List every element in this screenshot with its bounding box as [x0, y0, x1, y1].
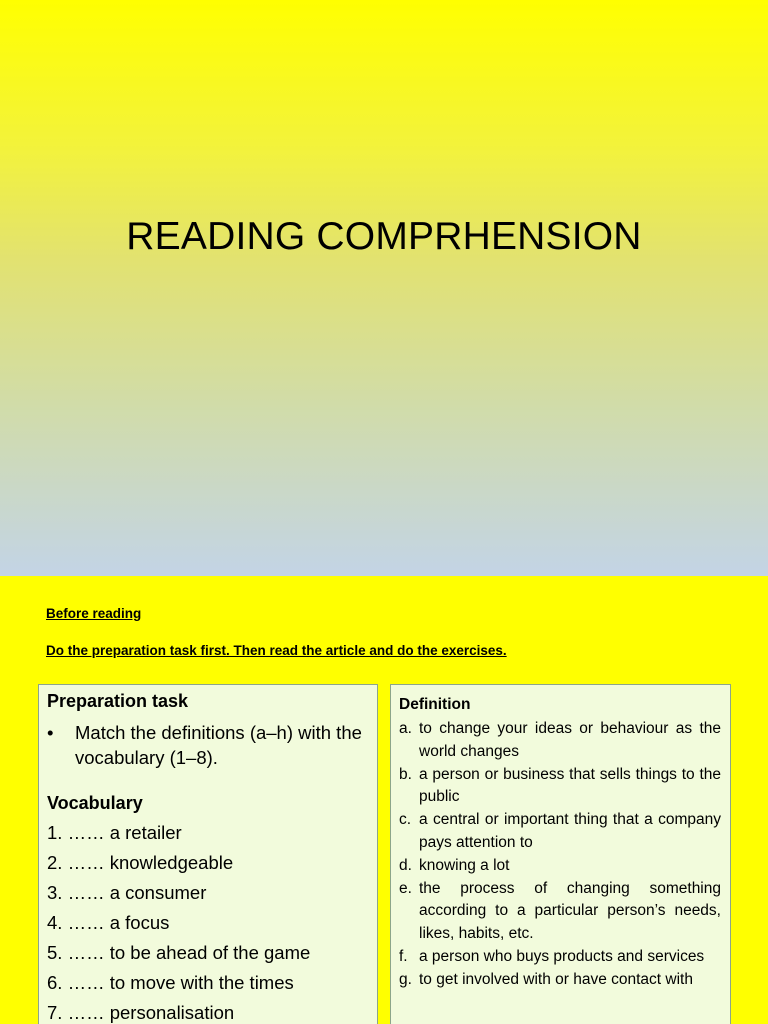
vocabulary-item: 6. …… to move with the times — [47, 972, 294, 993]
slide-title: READING COMPRHENSION — [126, 215, 642, 258]
definition-letter: d. — [399, 856, 412, 874]
definition-text: the process of changing something according to a particular person’s needs, likes, habits, etc. — [419, 879, 721, 942]
vocabulary-heading: Vocabulary — [47, 793, 143, 813]
preparation-bullet — [47, 720, 369, 770]
definition-item — [399, 809, 721, 854]
definition-item — [399, 969, 721, 992]
definition-heading: Definition — [399, 696, 471, 713]
definition-item — [399, 718, 721, 763]
definition-text: to get involved with or have contact with — [419, 970, 693, 988]
definition-item — [399, 764, 721, 809]
definition-letter: c. — [399, 811, 412, 828]
vocabulary-item: 3. …… a consumer — [47, 882, 207, 903]
definition-item — [399, 855, 721, 878]
vocabulary-item: 1. …… a retailer — [47, 822, 182, 843]
vocabulary-item: 4. …… a focus — [47, 912, 170, 933]
definition-text: a central or important thing that a company pays attention to — [419, 811, 721, 851]
bullet-dot-icon: • — [47, 722, 54, 743]
definition-letter: b. — [399, 765, 412, 783]
vocabulary-item: 2. …… knowledgeable — [47, 852, 234, 873]
preparation-bullet-text: Match the definitions (a–h) with the vocabulary (1–8). — [75, 722, 362, 768]
vocabulary-item: 7. …… personalisation — [47, 1002, 235, 1023]
definition-text: a person who buys products and services — [419, 947, 705, 965]
definition-text: knowing a lot — [419, 856, 510, 874]
definition-text: a person or business that sells things to the public — [419, 765, 721, 805]
definition-letter: e. — [399, 879, 412, 897]
preparation-heading: Preparation task — [47, 691, 189, 711]
vocabulary-item: 5. …… to be ahead of the game — [47, 942, 311, 963]
instruction-text: Do the preparation task first. Then read the article and do the exercises. — [46, 643, 507, 658]
definitions-box — [390, 684, 731, 1024]
definition-letter: a. — [399, 720, 412, 737]
definition-text: to change your ideas or behaviour as the world changes — [419, 720, 721, 760]
definition-letter: g. — [399, 970, 412, 988]
content-slide — [0, 576, 768, 1024]
definition-letter: f. — [399, 947, 408, 965]
definition-item — [399, 878, 721, 946]
preparation-box — [38, 684, 378, 1024]
before-reading-heading: Before reading — [46, 606, 142, 621]
definition-item — [399, 946, 721, 969]
